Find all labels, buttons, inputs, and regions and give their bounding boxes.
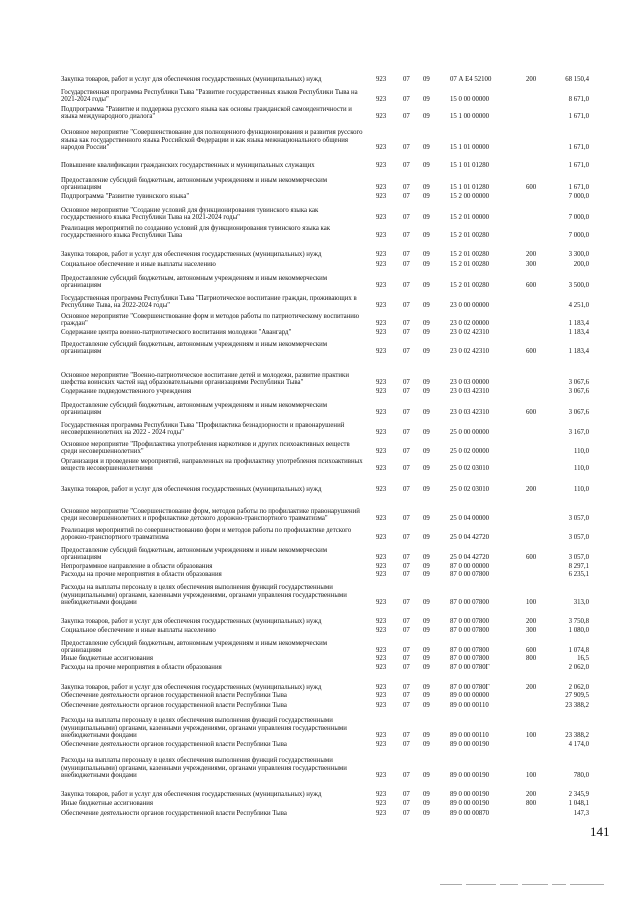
footer-marks xyxy=(440,884,639,890)
section-code: 07 xyxy=(403,618,410,626)
section-code: 07 xyxy=(403,554,410,562)
section-code: 07 xyxy=(403,486,410,494)
section-code: 07 xyxy=(403,515,410,523)
section-code: 07 xyxy=(403,702,410,710)
section-code: 07 xyxy=(403,214,410,222)
section-code: 07 xyxy=(403,448,410,456)
amount: 8 297,1 xyxy=(568,563,589,571)
amount: 3 067,6 xyxy=(568,388,589,396)
subsection-code: 09 xyxy=(423,162,430,170)
admin-code: 923 xyxy=(376,810,387,818)
row-name: Организация и проведение мероприятий, направленных на профилактику употребления психоактивных веществ несовершеннолетними xyxy=(61,457,363,473)
amount: 6 235,1 xyxy=(568,571,589,579)
section-code: 07 xyxy=(403,800,410,808)
row-name: Обеспечение деятельности органов государственной власти Республики Тыва xyxy=(61,692,287,700)
amount: 2 345,9 xyxy=(568,791,589,799)
amount: 2 062,0 xyxy=(568,664,589,672)
target-article-code: 89 0 00 00190 xyxy=(450,800,490,808)
admin-code: 923 xyxy=(376,251,387,259)
amount: 7 000,0 xyxy=(568,214,589,222)
expense-type-code: 600 xyxy=(526,409,537,417)
subsection-code: 09 xyxy=(423,261,430,269)
target-article-code: 23 0 03 42310 xyxy=(450,388,490,396)
amount: 110,0 xyxy=(573,448,589,456)
expense-type-code: 100 xyxy=(526,772,537,780)
admin-code: 923 xyxy=(376,96,387,104)
section-code: 07 xyxy=(403,76,410,84)
admin-code: 923 xyxy=(376,302,387,310)
target-article-code: 89 0 00 00000 xyxy=(450,692,490,700)
admin-code: 923 xyxy=(376,193,387,201)
section-code: 07 xyxy=(403,232,410,240)
admin-code: 923 xyxy=(376,664,387,672)
section-code: 07 xyxy=(403,791,410,799)
section-code: 07 xyxy=(403,627,410,635)
expense-type-code: 800 xyxy=(526,655,537,663)
admin-code: 923 xyxy=(376,282,387,290)
page-number: 141 xyxy=(590,824,610,839)
subsection-code: 09 xyxy=(423,329,430,337)
section-code: 07 xyxy=(403,429,410,437)
target-article-code: 07 А Е4 52100 xyxy=(450,76,492,84)
subsection-code: 09 xyxy=(423,448,430,456)
section-code: 07 xyxy=(403,282,410,290)
row-name: Государственная программа Республики Тыва "Патриотическое воспитание граждан, проживающих в Республике Тыва, на 2022-2024 годы" xyxy=(61,294,357,310)
subsection-code: 09 xyxy=(423,214,430,222)
target-article-code: 15 2 01 00000 xyxy=(450,214,490,222)
admin-code: 923 xyxy=(376,618,387,626)
section-code: 07 xyxy=(403,810,410,818)
subsection-code: 09 xyxy=(423,348,430,356)
section-code: 07 xyxy=(403,162,410,170)
row-name: Закупка товаров, работ и услуг для обеспечения государственных (муниципальных) нужд xyxy=(61,251,322,259)
amount: 313,0 xyxy=(573,599,589,607)
admin-code: 923 xyxy=(376,329,387,337)
admin-code: 923 xyxy=(376,563,387,571)
section-code: 07 xyxy=(403,741,410,749)
target-article-code: 25 0 02 00000 xyxy=(450,448,490,456)
row-name: Обеспечение деятельности органов государственной власти Республики Тыва xyxy=(61,702,287,710)
target-article-code: 15 2 01 00280 xyxy=(450,261,490,269)
amount: 200,0 xyxy=(573,261,589,269)
target-article-code: 25 0 04 42720 xyxy=(450,554,490,562)
target-article-code: 15 2 01 00280 xyxy=(450,232,490,240)
subsection-code: 09 xyxy=(423,144,430,152)
section-code: 07 xyxy=(403,534,410,542)
target-article-code: 87 0 00 07800 xyxy=(450,627,490,635)
admin-code: 923 xyxy=(376,692,387,700)
amount: 27 909,5 xyxy=(565,692,589,700)
table-row xyxy=(0,326,639,356)
row-name: Основное мероприятие "Совершенствование форм, методов работы по профилактике правонарушений среди несовершеннолетних и профилактике детского дорожно-транспортного травматизма" xyxy=(61,507,360,523)
row-name: Предоставление субсидий бюджетным, автономным учреждениям и иным некоммерческим организациям xyxy=(61,546,328,562)
admin-code: 923 xyxy=(376,791,387,799)
row-name: Обеспечение деятельности органов государственной власти Республики Тыва xyxy=(61,810,287,818)
table-row xyxy=(0,719,639,749)
subsection-code: 09 xyxy=(423,429,430,437)
subsection-code: 09 xyxy=(423,647,430,655)
row-name: Закупка товаров, работ и услуг для обеспечения государственных (муниципальных) нужд xyxy=(61,684,322,692)
amount: 68 150,4 xyxy=(565,76,589,84)
subsection-code: 09 xyxy=(423,388,430,396)
row-name: Закупка товаров, работ и услуг для обеспечения государственных (муниципальных) нужд xyxy=(61,791,322,799)
target-article-code: 89 0 00 00190 xyxy=(450,772,490,780)
subsection-code: 09 xyxy=(423,96,430,104)
target-article-code: 25 0 04 00000 xyxy=(450,515,490,523)
subsection-code: 09 xyxy=(423,618,430,626)
expense-type-code: 600 xyxy=(526,282,537,290)
subsection-code: 09 xyxy=(423,515,430,523)
target-article-code: 87 0 00 07800 xyxy=(450,599,490,607)
amount: 3 067,6 xyxy=(568,409,589,417)
row-name: Содержание центра военно-патриотического воспитания молодежи "Авангард" xyxy=(61,329,292,337)
amount: 4 174,0 xyxy=(568,741,589,749)
amount: 23 388,2 xyxy=(565,732,589,740)
section-code: 07 xyxy=(403,684,410,692)
admin-code: 923 xyxy=(376,76,387,84)
row-name: Обеспечение деятельности органов государственной власти Республики Тыва xyxy=(61,741,287,749)
section-code: 07 xyxy=(403,184,410,192)
row-name: Расходы на прочие мероприятия в области образования xyxy=(61,571,222,579)
section-code: 07 xyxy=(403,563,410,571)
target-article-code: 89 0 00 00110 xyxy=(450,732,489,740)
section-code: 07 xyxy=(403,320,410,328)
table-row xyxy=(0,464,639,494)
expense-type-code: 200 xyxy=(526,791,537,799)
table-row xyxy=(0,788,639,818)
admin-code: 923 xyxy=(376,214,387,222)
row-name: Содержание подведомственного учреждения xyxy=(61,388,192,396)
amount: 7 000,0 xyxy=(568,232,589,240)
admin-code: 923 xyxy=(376,348,387,356)
target-article-code: 87 0 00 07800 xyxy=(450,647,490,655)
row-name: Непрограммное направление в области образования xyxy=(61,563,213,571)
row-name: Закупка товаров, работ и услуг для обеспечения государственных (муниципальных) нужд xyxy=(61,76,322,84)
amount: 110,0 xyxy=(573,465,589,473)
admin-code: 923 xyxy=(376,627,387,635)
section-code: 07 xyxy=(403,772,410,780)
target-article-code: 25 0 02 03010 xyxy=(450,465,490,473)
table-row xyxy=(0,680,639,710)
subsection-code: 09 xyxy=(423,571,430,579)
section-code: 07 xyxy=(403,302,410,310)
amount: 2 062,0 xyxy=(568,684,589,692)
admin-code: 923 xyxy=(376,571,387,579)
subsection-code: 09 xyxy=(423,320,430,328)
subsection-code: 09 xyxy=(423,732,430,740)
subsection-code: 09 xyxy=(423,791,430,799)
target-article-code: 87 0 00 0780Г xyxy=(450,684,490,692)
amount: 23 388,2 xyxy=(565,702,589,710)
amount: 7 000,0 xyxy=(568,193,589,201)
row-name: Расходы на прочие мероприятия в области образования xyxy=(61,664,222,672)
subsection-code: 09 xyxy=(423,534,430,542)
admin-code: 923 xyxy=(376,554,387,562)
row-name: Основное мероприятие "Совершенствование для полноценного функционирования и развития русского языка как государственного языка Российской Федерации и как языка межнационального общения народов России" xyxy=(61,129,363,152)
table-row xyxy=(0,88,639,121)
row-name: Предоставление субсидий бюджетным, автономным учреждениям и иным некоммерческим организациям xyxy=(61,639,328,655)
admin-code: 923 xyxy=(376,741,387,749)
section-code: 07 xyxy=(403,96,410,104)
row-name: Социальное обеспечение и иные выплаты населению xyxy=(61,627,216,635)
row-name: Реализация мероприятий по созданию условий для функционирования тувинского языка как государственного языка Республики Тыва xyxy=(61,224,331,240)
row-name: Государственная программа Республики Тыва "Профилактика безнадзорности и правонарушений несовершеннолетних на 2022 - 2024 годы" xyxy=(61,421,345,437)
admin-code: 923 xyxy=(376,144,387,152)
amount: 110,0 xyxy=(573,486,589,494)
admin-code: 923 xyxy=(376,732,387,740)
row-name: Закупка товаров, работ и услуг для обеспечения государственных (муниципальных) нужд xyxy=(61,486,322,494)
section-code: 07 xyxy=(403,599,410,607)
admin-code: 923 xyxy=(376,599,387,607)
section-code: 07 xyxy=(403,664,410,672)
row-name: Повышение квалификации гражданских государственных и муниципальных служащих xyxy=(61,162,315,170)
section-code: 07 xyxy=(403,388,410,396)
row-name: Предоставление субсидий бюджетным, автономным учреждениям и иным некоммерческим организациям xyxy=(61,340,328,356)
section-code: 07 xyxy=(403,732,410,740)
row-name: Подпрограмма "Развитие и поддержка русского языка как основы гражданской самоидентичности и языка международного диалога" xyxy=(61,105,352,121)
row-name: Расходы на выплаты персоналу в целях обеспечения выполнения функций государственными (муниципальными) органами, казенными учреждениями, органами управления государственными внебюджетными фондами xyxy=(61,584,347,607)
admin-code: 923 xyxy=(376,409,387,417)
admin-code: 923 xyxy=(376,261,387,269)
admin-code: 923 xyxy=(376,534,387,542)
target-article-code: 15 2 01 00280 xyxy=(450,282,490,290)
subsection-code: 09 xyxy=(423,113,430,121)
subsection-code: 09 xyxy=(423,232,430,240)
expense-type-code: 600 xyxy=(526,554,537,562)
subsection-code: 09 xyxy=(423,409,430,417)
subsection-code: 09 xyxy=(423,76,430,84)
amount: 1 183,4 xyxy=(568,329,589,337)
expense-type-code: 600 xyxy=(526,647,537,655)
row-name: Иные бюджетные ассигнования xyxy=(61,655,154,663)
target-article-code: 23 0 02 42310 xyxy=(450,329,490,337)
admin-code: 923 xyxy=(376,486,387,494)
subsection-code: 09 xyxy=(423,741,430,749)
admin-code: 923 xyxy=(376,184,387,192)
target-article-code: 23 0 02 42310 xyxy=(450,348,490,356)
subsection-code: 09 xyxy=(423,599,430,607)
expense-type-code: 200 xyxy=(526,76,537,84)
expense-type-code: 300 xyxy=(526,261,537,269)
row-name: Иные бюджетные ассигнования xyxy=(61,800,154,808)
row-name: Основное мероприятие "Военно-патриотическое воспитание детей и молодежи, развитие практики шефства воинских частей над образовательными организациями Республики Тыва" xyxy=(61,371,349,387)
admin-code: 923 xyxy=(376,655,387,663)
admin-code: 923 xyxy=(376,684,387,692)
admin-code: 923 xyxy=(376,515,387,523)
subsection-code: 09 xyxy=(423,282,430,290)
section-code: 07 xyxy=(403,251,410,259)
admin-code: 923 xyxy=(376,448,387,456)
row-name: Государственная программа Республики Тыва "Развитие государственных языков Республики Тыва на 2021-2024 годы" xyxy=(61,88,358,104)
subsection-code: 09 xyxy=(423,800,430,808)
target-article-code: 25 0 02 03010 xyxy=(450,486,490,494)
subsection-code: 09 xyxy=(423,627,430,635)
expense-type-code: 100 xyxy=(526,599,537,607)
target-article-code: 23 0 02 00000 xyxy=(450,320,490,328)
target-article-code: 15 1 01 01280 xyxy=(450,162,490,170)
section-code: 07 xyxy=(403,193,410,201)
row-name: Основное мероприятие "Профилактика употребления наркотиков и других психоактивных веществ среди несовершеннолетних" xyxy=(61,440,350,456)
subsection-code: 09 xyxy=(423,655,430,663)
row-name: Реализация мероприятий по совершенствованию форм и методов работы по профилактике детского дорожно-транспортного травматизма xyxy=(61,526,352,542)
target-article-code: 23 0 03 42310 xyxy=(450,409,490,417)
subsection-code: 09 xyxy=(423,563,430,571)
target-article-code: 15 0 00 00000 xyxy=(450,96,490,104)
section-code: 07 xyxy=(403,329,410,337)
amount: 1 048,1 xyxy=(568,800,589,808)
target-article-code: 89 0 00 00110 xyxy=(450,702,489,710)
target-article-code: 15 2 01 00280 xyxy=(450,251,490,259)
amount: 8 671,0 xyxy=(568,96,589,104)
amount: 1 183,4 xyxy=(568,348,589,356)
amount: 1 080,0 xyxy=(568,627,589,635)
target-article-code: 15 1 01 01280 xyxy=(450,184,490,192)
admin-code: 923 xyxy=(376,379,387,387)
section-code: 07 xyxy=(403,571,410,579)
expense-type-code: 200 xyxy=(526,251,537,259)
expense-type-code: 800 xyxy=(526,800,537,808)
target-article-code: 15 2 00 00000 xyxy=(450,193,490,201)
admin-code: 923 xyxy=(376,800,387,808)
section-code: 07 xyxy=(403,647,410,655)
target-article-code: 89 0 00 00190 xyxy=(450,791,490,799)
row-name: Предоставление субсидий бюджетным, автономным учреждениям и иным некоммерческим организациям xyxy=(61,176,328,192)
target-article-code: 23 0 00 00000 xyxy=(450,302,490,310)
amount: 1 671,0 xyxy=(568,144,589,152)
subsection-code: 09 xyxy=(423,664,430,672)
amount: 3 750,8 xyxy=(568,618,589,626)
subsection-code: 09 xyxy=(423,486,430,494)
expense-type-code: 200 xyxy=(526,486,537,494)
target-article-code: 89 0 00 00870 xyxy=(450,810,490,818)
section-code: 07 xyxy=(403,655,410,663)
subsection-code: 09 xyxy=(423,193,430,201)
amount: 3 300,0 xyxy=(568,251,589,259)
admin-code: 923 xyxy=(376,772,387,780)
amount: 16,5 xyxy=(577,655,589,663)
amount: 3 067,6 xyxy=(568,379,589,387)
amount: 3 057,0 xyxy=(568,534,589,542)
amount: 3 057,0 xyxy=(568,554,589,562)
admin-code: 923 xyxy=(376,647,387,655)
subsection-code: 09 xyxy=(423,810,430,818)
target-article-code: 15 1 01 00000 xyxy=(450,144,490,152)
section-code: 07 xyxy=(403,261,410,269)
amount: 1 183,4 xyxy=(568,320,589,328)
section-code: 07 xyxy=(403,465,410,473)
row-name: Закупка товаров, работ и услуг для обеспечения государственных (муниципальных) нужд xyxy=(61,618,322,626)
target-article-code: 23 0 03 00000 xyxy=(450,379,490,387)
amount: 3 167,0 xyxy=(568,429,589,437)
admin-code: 923 xyxy=(376,702,387,710)
admin-code: 923 xyxy=(376,320,387,328)
section-code: 07 xyxy=(403,144,410,152)
amount: 4 251,0 xyxy=(568,302,589,310)
amount: 3 057,0 xyxy=(568,515,589,523)
expense-type-code: 600 xyxy=(526,184,537,192)
expense-type-code: 200 xyxy=(526,684,537,692)
amount: 780,0 xyxy=(573,772,589,780)
amount: 1 671,0 xyxy=(568,184,589,192)
section-code: 07 xyxy=(403,379,410,387)
subsection-code: 09 xyxy=(423,184,430,192)
target-article-code: 87 0 00 0780Г xyxy=(450,664,490,672)
amount: 1 671,0 xyxy=(568,113,589,121)
table-row xyxy=(0,546,639,579)
subsection-code: 09 xyxy=(423,772,430,780)
row-name: Основное мероприятие "Совершенствование форм и методов работы по патриотическому воспитанию граждан" xyxy=(61,312,360,328)
amount: 3 500,0 xyxy=(568,282,589,290)
target-article-code: 15 1 00 00000 xyxy=(450,113,490,121)
expense-type-code: 600 xyxy=(526,348,537,356)
target-article-code: 87 0 00 07800 xyxy=(450,655,490,663)
amount: 1 074,8 xyxy=(568,647,589,655)
admin-code: 923 xyxy=(376,232,387,240)
row-name: Предоставление субсидий бюджетным, автономным учреждениям и иным некоммерческим организациям xyxy=(61,274,328,290)
subsection-code: 09 xyxy=(423,465,430,473)
row-name: Подпрограмма "Развитие тувинского языка" xyxy=(61,193,190,201)
subsection-code: 09 xyxy=(423,554,430,562)
row-name: Социальное обеспечение и иные выплаты населению xyxy=(61,261,216,269)
section-code: 07 xyxy=(403,113,410,121)
target-article-code: 25 0 04 42720 xyxy=(450,534,490,542)
subsection-code: 09 xyxy=(423,379,430,387)
section-code: 07 xyxy=(403,409,410,417)
subsection-code: 09 xyxy=(423,692,430,700)
admin-code: 923 xyxy=(376,429,387,437)
expense-type-code: 200 xyxy=(526,618,537,626)
admin-code: 923 xyxy=(376,388,387,396)
target-article-code: 87 0 00 07800 xyxy=(450,571,490,579)
target-article-code: 87 0 00 07800 xyxy=(450,618,490,626)
admin-code: 923 xyxy=(376,113,387,121)
subsection-code: 09 xyxy=(423,684,430,692)
target-article-code: 25 0 00 00000 xyxy=(450,429,490,437)
row-name: Предоставление субсидий бюджетным, автономным учреждениям и иным некоммерческим организациям xyxy=(61,401,328,417)
expense-type-code: 100 xyxy=(526,732,537,740)
target-article-code: 89 0 00 00190 xyxy=(450,741,490,749)
subsection-code: 09 xyxy=(423,251,430,259)
row-name: Расходы на выплаты персоналу в целях обеспечения выполнения функций государственными (муниципальными) органами, казенными учреждениями, органами управления государственными внебюджетными фондами xyxy=(61,717,347,740)
admin-code: 923 xyxy=(376,162,387,170)
row-name: Расходы на выплаты персоналу в целях обеспечения выполнения функций государственными (муниципальными) органами, казенными учреждениями, органами управления государственными внебюджетными фондами xyxy=(61,757,347,780)
amount: 1 671,0 xyxy=(568,162,589,170)
section-code: 07 xyxy=(403,692,410,700)
subsection-code: 09 xyxy=(423,702,430,710)
row-name: Основное мероприятие "Создание условий для функционирования тувинского языка как государственного языка Республики Тыва на 2021-2024 годы" xyxy=(61,206,319,222)
admin-code: 923 xyxy=(376,465,387,473)
subsection-code: 09 xyxy=(423,302,430,310)
section-code: 07 xyxy=(403,348,410,356)
expense-type-code: 300 xyxy=(526,627,537,635)
target-article-code: 87 0 00 00000 xyxy=(450,563,490,571)
amount: 147,3 xyxy=(573,810,589,818)
